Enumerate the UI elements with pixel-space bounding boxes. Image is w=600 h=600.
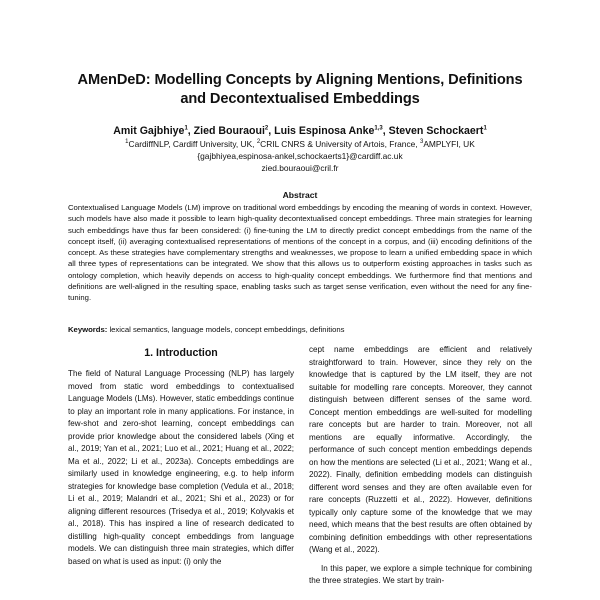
section-heading-introduction: 1. Introduction	[144, 347, 218, 359]
author-affiliation-mark: 1,3	[374, 125, 383, 132]
affiliation-mark: 3	[419, 139, 424, 146]
affiliations-line	[40, 139, 560, 150]
author-list: Amit Gajbhiye$^1$, Zied Bouraoui$^2$, Luis Espinosa Anke$^{1,3}$, Steven Schockaert$^1$	[113, 125, 487, 137]
abstract-heading: Abstract	[282, 190, 318, 200]
keywords-line	[68, 324, 532, 335]
introduction-right-column	[309, 344, 532, 588]
introduction-paragraph: In this paper, we explore a simple technique for combining the three strategies. We start by train-	[309, 563, 532, 585]
author-affiliation-mark: 2	[264, 125, 269, 132]
author-emails: {gajbhiyea,espinosa-ankel,schockaerts1}@cardiff.ac.uk	[197, 151, 403, 161]
affiliation-text: AMPLYFI, UK	[423, 139, 475, 149]
author-name: Luis Espinosa Anke	[274, 125, 375, 137]
affiliation-text: CRIL CNRS & University of Artois, France,	[260, 139, 418, 149]
abstract-body: Contextualised Language Models (LM) improve on traditional word embeddings by encoding the meaning of words in context. However, such models have also made it possible to learn high-quality decontextualised concept embeddings. Three main strategies for learning such embeddings have thus far been considered: (i) fine-tuning the LM to directly predict concept embeddings from the name of the concept itself, (ii) averaging contextualised representations of mentions of the concept in a corpus, and (iii) encoding definitions of the concept. As these strategies have complementary strengths and weaknesses, we propose to learn a unified embedding space in which all three types of representations can be integrated. We show that this allows us to outperform existing approaches in tasks such as ontology completion, which heavily depends on access to high-quality concept embeddings. We furthermore find that mentions and definitions are well-aligned in the resulting space, enabling tasks such as target sense verification, even without the need for any fine-tuning.	[68, 203, 532, 303]
keywords-text: lexical semantics, language models, concept embeddings, definitions	[109, 325, 345, 334]
author-name: Amit Gajbhiye	[113, 125, 185, 137]
author-affiliation-mark: 1	[483, 125, 487, 132]
author-email-secondary: zied.bouraoui@cril.fr	[261, 163, 339, 173]
affiliation-text: CardiffNLP, Cardiff University, UK,	[128, 139, 255, 149]
affiliation-mark: 2	[256, 139, 261, 146]
paper-title-line-1: AMenDeD: Modelling Concepts by Aligning Mentions, Definitions	[77, 72, 523, 88]
introduction-paragraph: cept name embeddings are efficient and relatively straightforward to train. However, since they rely on the knowledge that is captured by the LM itself, they are not suitable for modelling rare concepts. Moreover, they cannot distinguish between different senses of the same word. Concept mention embeddings are well-suited for modelling rare concepts but are harder to train. Moreover, not all mentions are equally informative. Accordingly, the performance of such concept mention embeddings depends on how the mentions are selected (Li et al., 2021; Wang et al., 2022). Finally, definition embedding models can distinguish different word senses and they are often available even for rare concepts (Ruzzetti et al., 2022). However, definitions typically only capture some of the knowledge that we may need, which means that the best results are often obtained by combining definition embeddings with other representations (Wang et al., 2022).	[309, 345, 532, 554]
author-name: Steven Schockaert	[388, 125, 484, 137]
introduction-left-column: The field of Natural Language Processing (NLP) has largely moved from static word embeddings to contextualised Language Models (LMs). However, static embeddings continue to play an important role in many applications. For instance, in few-shot and zero-shot learning, concept embeddings can provide prior knowledge about the considered labels (Xing et al., 2019; Yan et al., 2021; Luo et al., 2021; Huang et al., 2022; Ma et al., 2022; Li et al., 2023a). Concepts embeddings are similarly used in knowledge engineering, e.g. to help inform strategies for knowledge base completion (Vedula et al., 2018; Li et al., 2019; Malandri et al., 2021; Shi et al., 2023) or for aligning different resources (Trisedya et al., 2019; Kolyvakis et al., 2018). This has inspired a line of research dedicated to distilling high-quality concept embeddings from language models. We can distinguish three main strategies, which differ based on what is used as input: (i) only the	[68, 369, 294, 566]
affiliation-mark: 1	[125, 139, 129, 146]
author-name: Zied Bouraoui	[193, 125, 265, 137]
keywords-label: Keywords:	[68, 325, 108, 334]
paper-title-line-2: and Decontextualised Embeddings	[180, 91, 420, 107]
author-affiliation-mark: 1	[184, 125, 188, 132]
